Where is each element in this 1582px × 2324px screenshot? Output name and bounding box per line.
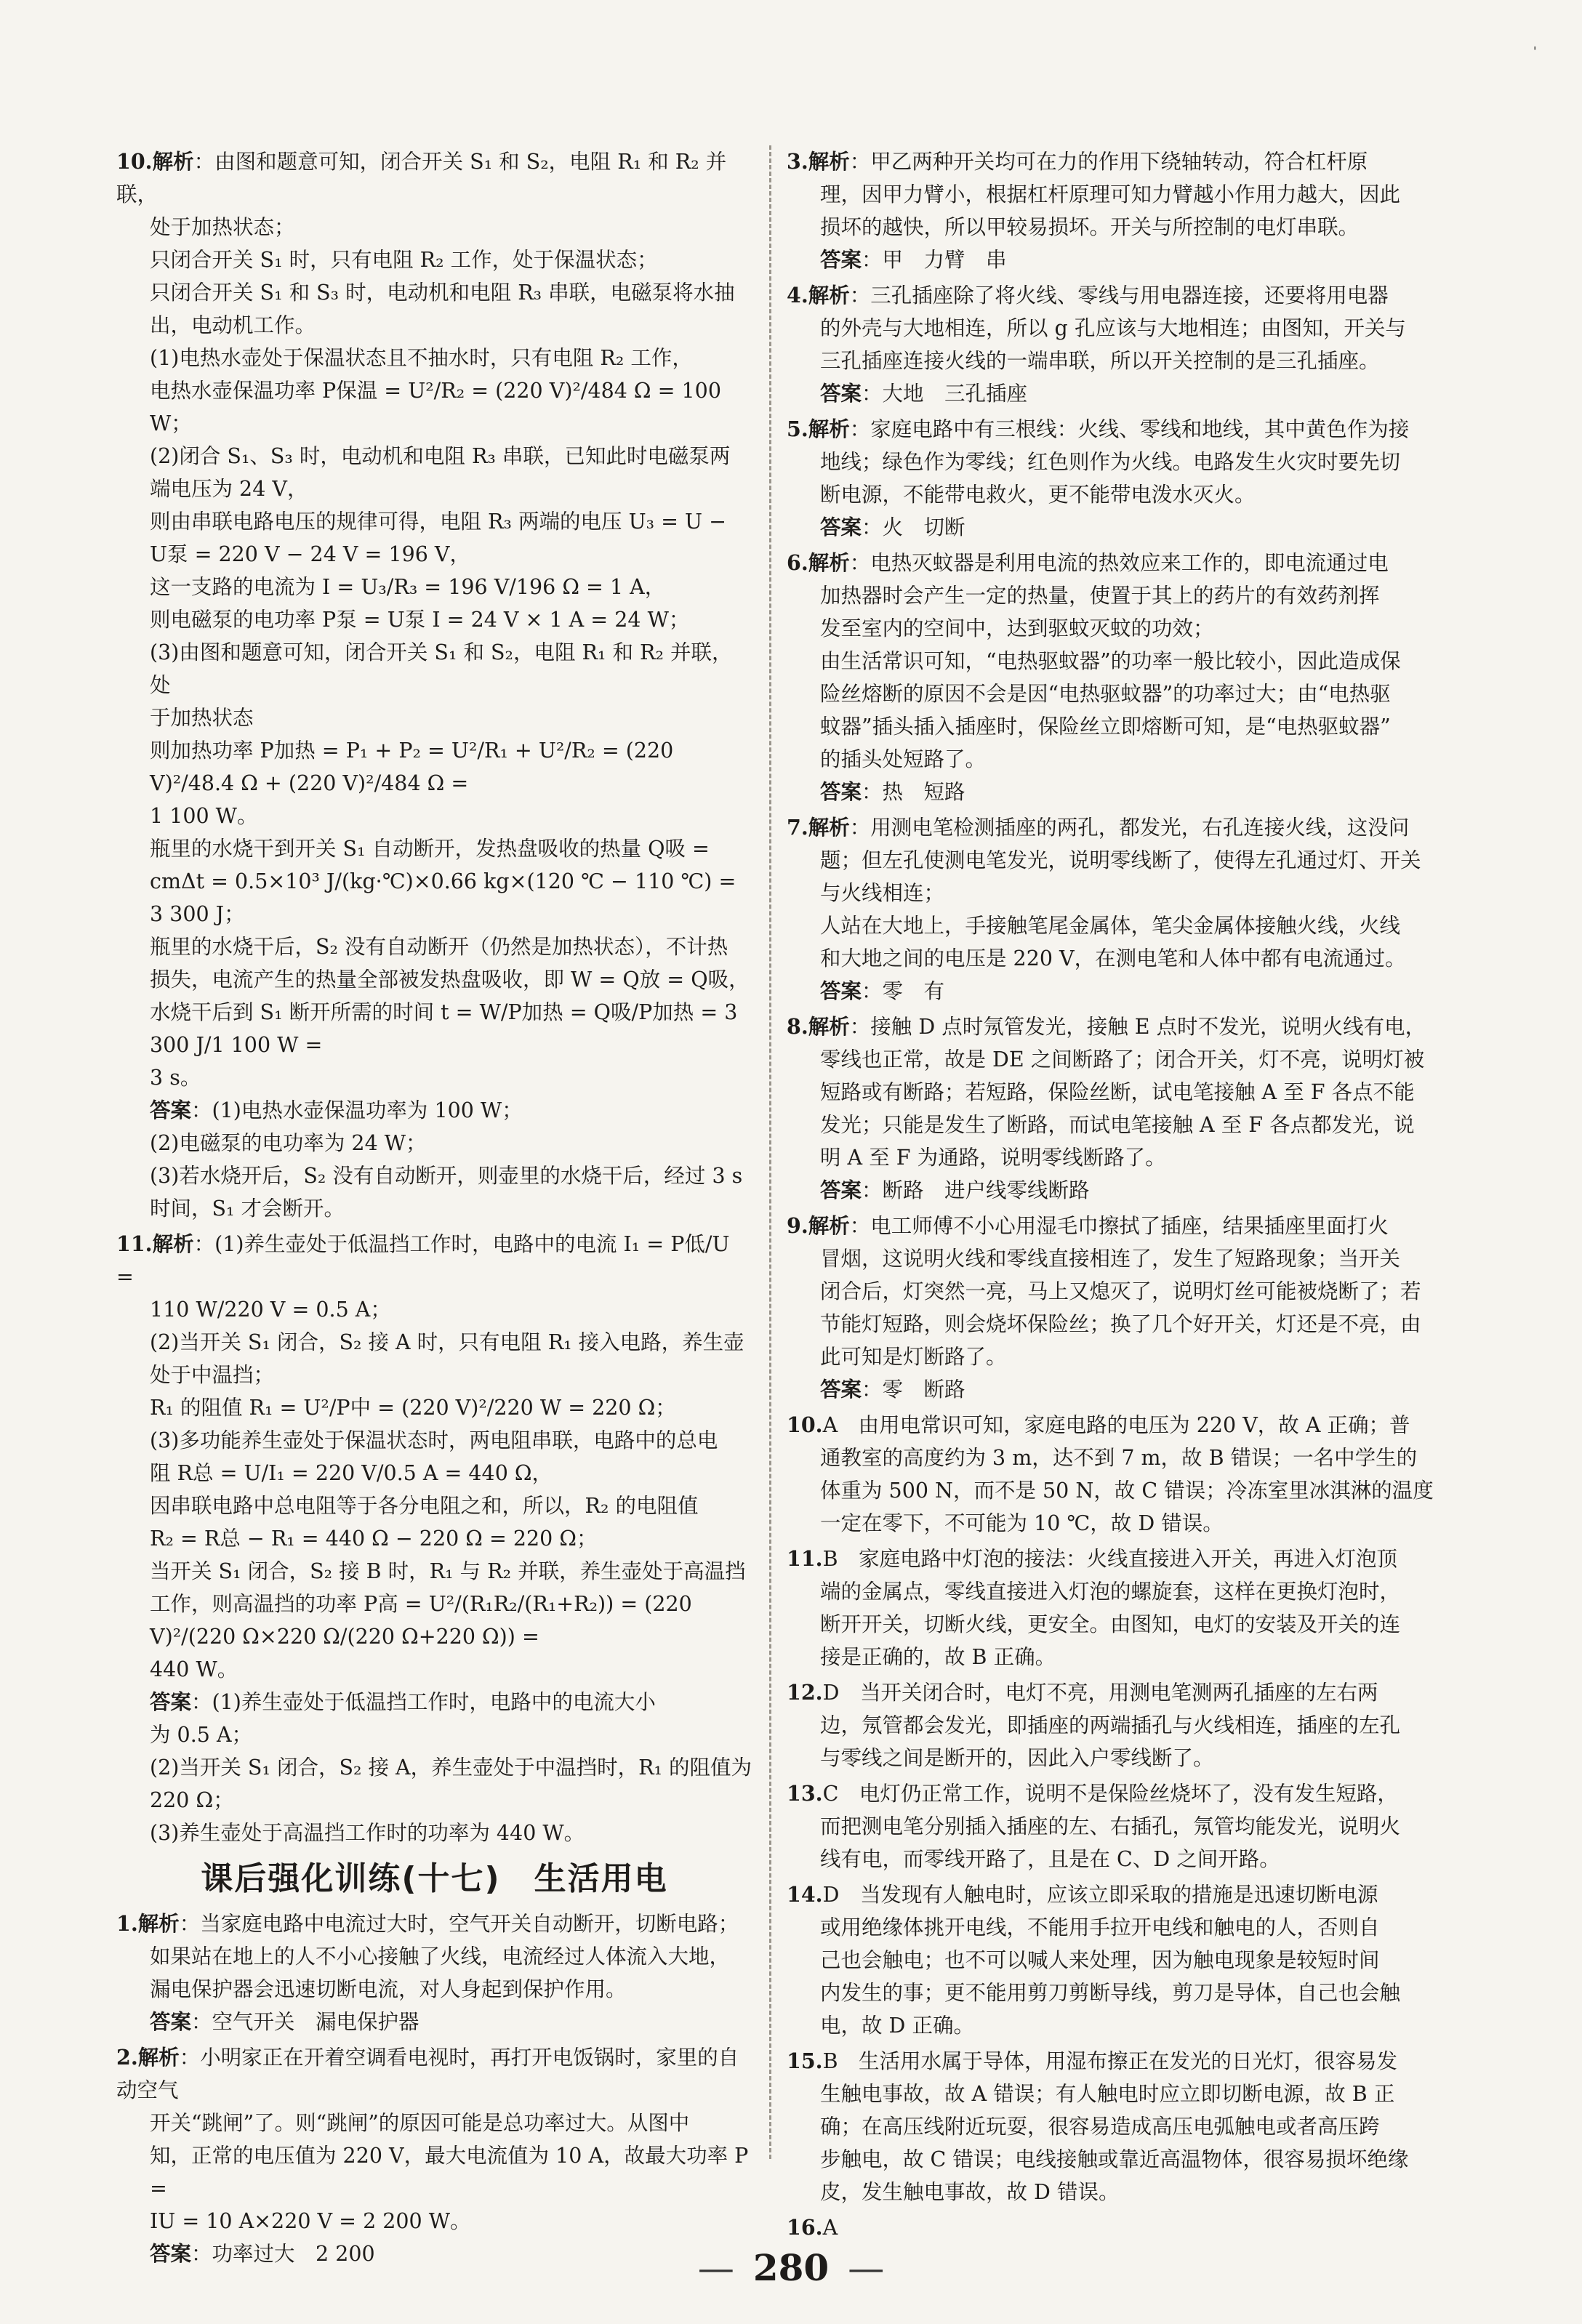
text-line: 蚊器”插头插入插座时，保险丝立即熔断可知，是“电热驱蚊器” xyxy=(820,715,1391,739)
text-line: 发至室内的空间中，达到驱蚊灭蚊的功效； xyxy=(820,616,1214,640)
text-line: 损坏的越快，所以甲较易损坏。开关与所控制的电灯串联。 xyxy=(820,215,1360,239)
item-number: 1. xyxy=(116,1911,138,1936)
answer-text: ：断路 进户线零线断路 xyxy=(862,1178,1090,1202)
text-line: 的插头处短路了。 xyxy=(820,747,987,771)
text-line: (3)多功能养生壶处于保温状态时，两电阻串联，电路中的总电 xyxy=(150,1428,718,1452)
answer-text: (3)养生壶处于高温挡工作时的功率为 440 W。 xyxy=(150,1821,585,1845)
answer-label: 答案 xyxy=(820,248,862,272)
text-line: 处于中温挡； xyxy=(150,1363,275,1387)
text-line: IU = 10 A×220 V = 2 200 W。 xyxy=(150,2209,471,2233)
text-line: (2)当开关 S₁ 闭合，S₂ 接 A 时，只有电阻 R₁ 接入电路，养生壶 xyxy=(150,1330,744,1354)
text-line: 则电磁泵的电功率 P泵 = U泵 I = 24 V × 1 A = 24 W； xyxy=(150,608,690,632)
text-line: 开关“跳闸”了。则“跳闸”的原因可能是总功率过大。从图中 xyxy=(150,2111,690,2135)
text-line: ：三孔插座除了将火线、零线与用电器连接，还要将用电器 xyxy=(849,284,1389,307)
text-line: 损失，电流产生的热量全部被发热盘吸收，即 W = Q放 = Q吸， xyxy=(150,968,750,992)
answer-text: (2)当开关 S₁ 闭合，S₂ 接 A，养生壶处于中温挡时，R₁ 的阻值为 xyxy=(150,1756,752,1780)
analysis-label: 解析 xyxy=(808,150,850,174)
right-column xyxy=(787,145,1474,2247)
text-line: 发光；只能是发生了断路，而试电笔接触 A 至 F 各点都发光，说 xyxy=(820,1113,1415,1137)
text-line: 出，电动机工作。 xyxy=(150,313,316,337)
text-line: 知，正常的电压值为 220 V，最大电流值为 10 A，故最大功率 P = xyxy=(150,2144,755,2200)
text-line: 的外壳与大地相连，所以 g 孔应该与大地相连；由图知，开关与 xyxy=(820,316,1406,340)
text-line: 而把测电笔分别插入插座的左、右插孔，氖管均能发光，说明火 xyxy=(820,1814,1401,1838)
text-line: A 由用电常识可知，家庭电路的电压为 220 V，故 A 正确；普 xyxy=(822,1413,1410,1437)
item-number: 15. xyxy=(787,2048,823,2073)
item-number: 11. xyxy=(787,1546,823,1571)
item-number: 10. xyxy=(787,1412,823,1437)
text-line: B 生活用水属于导体，用湿布擦正在发光的日光灯，很容易发 xyxy=(822,2049,1398,2073)
text-line: 断开开关，切断火线，更安全。由图知，电灯的安装及开关的连 xyxy=(820,1612,1401,1636)
text-line: 线有电，而零线开路了，且是在 C、D 之间开路。 xyxy=(820,1847,1280,1871)
answer-text: 220 Ω； xyxy=(150,1788,234,1812)
analysis-label: 解析 xyxy=(808,1214,850,1238)
text-line: 理，因甲力臂小，根据杠杆原理可知力臂越小作用力越大，因此 xyxy=(820,182,1401,206)
item-number: 6. xyxy=(787,550,808,575)
text-line: ：用测电笔检测插座的两孔，都发光，右孔连接火线，这没问 xyxy=(849,816,1410,840)
answer-text: ：大地 三孔插座 xyxy=(862,382,1028,406)
text-line: 只闭合开关 S₁ 和 S₃ 时，电动机和电阻 R₃ 串联，电磁泵将水抽 xyxy=(150,281,735,305)
item-number: 10. xyxy=(116,149,153,174)
text-line: B 家庭电路中灯泡的接法：火线直接进入开关，再进入灯泡顶 xyxy=(822,1547,1398,1571)
text-line: 3 s。 xyxy=(150,1066,201,1090)
text-line: 端电压为 24 V， xyxy=(150,477,308,501)
item-number: 7. xyxy=(787,815,808,840)
exercise-item-13 xyxy=(787,1777,1474,1875)
analysis-label: 解析 xyxy=(808,284,850,307)
text-line: 接是正确的，故 B 正确。 xyxy=(820,1645,1056,1669)
text-line: 1 100 W。 xyxy=(150,804,258,828)
formula-line: 水烧干后到 S₁ 断开所需的时间 t = W/P加热 = Q吸/P加热 = 3 300 J/1 100 W = xyxy=(150,1000,744,1057)
text-line: 由生活常识可知，“电热驱蚊器”的功率一般比较小，因此造成保 xyxy=(820,649,1401,673)
text-line: 如果站在地上的人不小心接触了火线，电流经过人体流入大地， xyxy=(150,1945,731,1969)
text-line: 冒烟，这说明火线和零线直接相连了，发生了短路现象；当开关 xyxy=(820,1247,1401,1271)
exercise-item-3 xyxy=(787,145,1474,276)
text-line: 地线；绿色作为零线；红色则作为火线。电路发生火灾时要先切 xyxy=(820,450,1401,474)
exercise-item-14 xyxy=(787,1878,1474,2042)
item-number: 5. xyxy=(787,417,808,441)
exercise-item-1 xyxy=(116,1907,752,2038)
answer-item-10 xyxy=(116,145,752,1225)
column-divider xyxy=(769,145,771,2159)
exercise-item-15 xyxy=(787,2045,1474,2208)
text-line: 题；但左孔使测电笔发光，说明零线断了，使得左孔通过灯、开关 xyxy=(820,848,1421,872)
text-line: cmΔt = 0.5×10³ J/(kg·℃)×0.66 kg×(120 ℃ − 110 ℃) = xyxy=(150,869,736,893)
text-line: 步触电，故 C 错误；电线接触或靠近高温物体，很容易损坏绝缘 xyxy=(820,2147,1409,2171)
text-line: ：家庭电路中有三根线：火线、零线和地线，其中黄色作为接 xyxy=(849,417,1410,441)
exercise-item-10 xyxy=(787,1409,1474,1540)
text-line: 和大地之间的电压是 220 V，在测电笔和人体中都有电流通过。 xyxy=(820,946,1406,970)
exercise-item-2 xyxy=(116,2041,755,2270)
item-number: 14. xyxy=(787,1882,823,1907)
analysis-label: 解析 xyxy=(808,551,850,575)
text-line: ：(1)养生壶处于低温挡工作时，电路中的电流 I₁ = P低/U = xyxy=(116,1232,736,1289)
text-line: 漏电保护器会迅速切断电流，对人身起到保护作用。 xyxy=(150,1977,627,2001)
exercise-item-9 xyxy=(787,1210,1474,1406)
answer-text: ：(1)养生壶处于低温挡工作时，电路中的电流大小 xyxy=(191,1690,656,1714)
item-number: 3. xyxy=(787,149,808,174)
text-line: 三孔插座连接火线的一端串联，所以开关控制的是三孔插座。 xyxy=(820,349,1380,373)
text-line: D 当发现有人触电时，应该立即采取的措施是迅速切断电源 xyxy=(822,1883,1378,1907)
text-line: 此可知是灯断路了。 xyxy=(820,1345,1007,1369)
answer-text: ：甲 力臂 串 xyxy=(862,248,1007,272)
analysis-label: 解析 xyxy=(152,1232,194,1256)
exercise-item-11 xyxy=(787,1543,1474,1673)
exercise-item-7 xyxy=(787,811,1474,1008)
analysis-label: 解析 xyxy=(808,816,850,840)
item-number: 11. xyxy=(116,1231,153,1256)
formula-line: 则加热功率 P加热 = P₁ + P₂ = U²/R₁ + U²/R₂ = (220 V)²/48.4 Ω + (220 V)²/484 Ω = xyxy=(150,739,680,795)
text-line: 则由串联电路电压的规律可得，电阻 R₃ 两端的电压 U₃ = U − xyxy=(150,510,726,534)
text-line: 皮，发生触电事故，故 D 错误。 xyxy=(820,2180,1120,2204)
item-number: 13. xyxy=(787,1781,823,1806)
exercise-item-4 xyxy=(787,279,1474,410)
text-line: 与零线之间是断开的，因此入户零线断了。 xyxy=(820,1746,1214,1770)
text-line: (1)电热水壶处于保温状态且不抽水时，只有电阻 R₂ 工作， xyxy=(150,346,693,370)
analysis-label: 解析 xyxy=(808,1015,850,1039)
text-line: 短路或有断路；若短路，保险丝断，试电笔接触 A 至 F 各点不能 xyxy=(820,1080,1415,1104)
answer-label: 答案 xyxy=(150,2010,192,2034)
formula-line: 电热水壶保温功率 P保温 = U²/R₂ = (220 V)²/484 Ω = 100 W； xyxy=(150,379,728,435)
text-line: 瓶里的水烧干到开关 S₁ 自动断开，发热盘吸收的热量 Q吸 = xyxy=(150,837,710,861)
formula-line: 阻 R总 = U/I₁ = 220 V/0.5 A = 440 Ω， xyxy=(150,1461,553,1485)
text-line: U泵 = 220 V − 24 V = 196 V， xyxy=(150,542,470,566)
answer-label: 答案 xyxy=(150,1690,192,1714)
text-line: 断电源，不能带电救火，更不能带电泼水灭火。 xyxy=(820,483,1256,507)
item-number: 4. xyxy=(787,283,808,307)
item-number: 12. xyxy=(787,1680,823,1705)
text-line: 险丝熔断的原因不会是因“电热驱蚊器”的功率过大；由“电热驱 xyxy=(820,682,1391,706)
text-line: 节能灯短路，则会烧坏保险丝；换了几个好开关，灯还是不亮，由 xyxy=(820,1312,1421,1336)
text-line: 通教室的高度约为 3 m，达不到 7 m，故 B 错误；一名中学生的 xyxy=(820,1446,1418,1470)
text-line: 或用绝缘体挑开电线，不能用手拉开电线和触电的人，否则自 xyxy=(820,1915,1380,1939)
text-line: 己也会触电；也不可以喊人来处理，因为触电现象是较短时间 xyxy=(820,1948,1380,1972)
item-number: 9. xyxy=(787,1213,808,1238)
text-line: 瓶里的水烧干后，S₂ 没有自动断开（仍然是加热状态），不计热 xyxy=(150,935,728,959)
text-line: C 电灯仍正常工作，说明不是保险丝烧坏了，没有发生短路， xyxy=(822,1782,1398,1806)
text-line: ：电工师傅不小心用湿毛巾擦拭了插座，结果插座里面打火 xyxy=(849,1214,1389,1238)
page-number: — 280 — xyxy=(697,2246,885,2289)
text-line: 因串联电路中总电阻等于各分电阻之和，所以，R₂ 的电阻值 xyxy=(150,1494,699,1518)
text-line: 电，故 D 正确。 xyxy=(820,2014,974,2038)
text-line: (2)闭合 S₁、S₃ 时，电动机和电阻 R₃ 串联，已知此时电磁泵两 xyxy=(150,444,731,468)
answer-label: 答案 xyxy=(150,2242,192,2266)
text-line: 人站在大地上，手接触笔尾金属体，笔尖金属体接触火线，火线 xyxy=(820,914,1401,938)
text-line: ：由图和题意可知，闭合开关 S₁ 和 S₂，电阻 R₁ 和 R₂ 并联， xyxy=(116,150,727,206)
text-line: A xyxy=(822,2216,838,2240)
text-line: 零线也正常，故是 DE 之间断路了；闭合开关，灯不亮，说明灯被 xyxy=(820,1048,1425,1071)
answer-label: 答案 xyxy=(150,1098,192,1122)
text-line: ：电热灭蚊器是利用电流的热效应来工作的，即电流通过电 xyxy=(849,551,1389,575)
text-line: (3)由图和题意可知，闭合开关 S₁ 和 S₂，电阻 R₁ 和 R₂ 并联，处 xyxy=(150,640,733,697)
text-line: 闭合后，灯突然一亮，马上又熄灭了，说明灯丝可能被烧断了；若 xyxy=(820,1279,1421,1303)
text-line: 当开关 S₁ 闭合，S₂ 接 B 时，R₁ 与 R₂ 并联，养生壶处于高温挡 xyxy=(150,1559,746,1583)
text-line: 边，氖管都会发光，即插座的两端插孔与火线相连，插座的左孔 xyxy=(820,1713,1401,1737)
corner-mark: ˈ xyxy=(1533,44,1537,61)
answer-text: 时间，S₁ 才会断开。 xyxy=(150,1197,345,1221)
text-line: 440 W。 xyxy=(150,1657,238,1681)
answer-label: 答案 xyxy=(820,515,862,539)
analysis-label: 解析 xyxy=(137,1912,180,1936)
text-line: 3 300 J； xyxy=(150,902,245,926)
text-line: 端的金属点，零线直接进入灯泡的螺旋套，这样在更换灯泡时， xyxy=(820,1580,1401,1604)
item-number: 8. xyxy=(787,1014,808,1039)
text-line: ：接触 D 点时氖管发光，接触 E 点时不发光，说明火线有电， xyxy=(849,1015,1426,1039)
answer-text: ：零 断路 xyxy=(862,1378,965,1402)
answer-text: ：热 短路 xyxy=(862,780,965,804)
text-line: 一定在零下，不可能为 10 ℃，故 D 错误。 xyxy=(820,1511,1224,1535)
answer-text: ：功率过大 2 200 xyxy=(191,2242,375,2266)
text-line: 与火线相连； xyxy=(820,881,945,905)
analysis-label: 解析 xyxy=(808,417,850,441)
text-line: 体重为 500 N，而不是 50 N，故 C 错误；冷冻室里冰淇淋的温度 xyxy=(820,1479,1434,1503)
item-number: 16. xyxy=(787,2215,823,2240)
text-line: 加热器时会产生一定的热量，使置于其上的药片的有效药剂挥 xyxy=(820,584,1380,608)
exercise-item-12 xyxy=(787,1676,1474,1774)
text-line: 于加热状态 xyxy=(150,706,254,730)
analysis-label: 解析 xyxy=(137,2046,180,2070)
section-title: 课后强化训练(十七) 生活用电 xyxy=(201,1860,668,1897)
answer-text: 为 0.5 A； xyxy=(150,1723,253,1747)
text-line: 生触电事故，故 A 错误；有人触电时应立即切断电源，故 B 正 xyxy=(820,2082,1395,2106)
formula-line: 110 W/220 V = 0.5 A； xyxy=(150,1298,391,1322)
text-line: 只闭合开关 S₁ 时，只有电阻 R₂ 工作，处于保温状态； xyxy=(150,248,658,272)
answer-text: ：空气开关 漏电保护器 xyxy=(191,2010,419,2034)
formula-line: R₁ 的阻值 R₁ = U²/P中 = (220 V)²/220 W = 220 Ω； xyxy=(150,1396,676,1420)
answer-text: ：(1)电热水壶保温功率为 100 W； xyxy=(191,1098,523,1122)
text-line: ：甲乙两种开关均可在力的作用下绕轴转动，符合杠杆原 xyxy=(849,150,1368,174)
text-line: 确；在高压线附近玩耍，很容易造成高压电弧触电或者高压跨 xyxy=(820,2115,1380,2139)
answer-label: 答案 xyxy=(820,1378,862,1402)
formula-line: 这一支路的电流为 I = U₃/R₃ = 196 V/196 Ω = 1 A， xyxy=(150,575,666,599)
exercise-item-6 xyxy=(787,547,1474,808)
answer-text: ：火 切断 xyxy=(862,515,965,539)
text-line: 内发生的事；更不能用剪刀剪断导线，剪刀是导体，自己也会触 xyxy=(820,1981,1401,2005)
exercise-item-8 xyxy=(787,1010,1474,1207)
answer-text: (3)若水烧开后，S₂ 没有自动断开，则壶里的水烧干后，经过 3 s xyxy=(150,1164,743,1188)
answer-text: (2)电磁泵的电功率为 24 W； xyxy=(150,1131,427,1155)
answer-text: ：零 有 xyxy=(862,979,945,1003)
answer-label: 答案 xyxy=(820,382,862,406)
answer-label: 答案 xyxy=(820,1178,862,1202)
text-line: ：小明家正在开着空调看电视时，再打开电饭锅时，家里的自动空气 xyxy=(116,2046,739,2102)
analysis-label: 解析 xyxy=(152,150,194,174)
formula-line: 工作，则高温挡的功率 P高 = U²/(R₁R₂/(R₁+R₂)) = (220 V)²/(220 Ω×220 Ω/(220 Ω+220 Ω)) = xyxy=(150,1592,699,1649)
text-line: D 当开关闭合时，电灯不亮，用测电笔测两孔插座的左右两 xyxy=(822,1681,1378,1705)
exercise-item-16 xyxy=(787,2211,1474,2244)
exercise-item-5 xyxy=(787,413,1474,544)
answer-label: 答案 xyxy=(820,979,862,1003)
answer-label: 答案 xyxy=(820,780,862,804)
text-line: ：当家庭电路中电流过大时，空气开关自动断开，切断电路； xyxy=(179,1912,739,1936)
text-line: 明 A 至 F 为通路，说明零线断路了。 xyxy=(820,1146,1166,1170)
answer-item-11 xyxy=(116,1228,752,1849)
text-line: 处于加热状态； xyxy=(150,215,295,239)
text-line: R₂ = R总 − R₁ = 440 Ω − 220 Ω = 220 Ω； xyxy=(150,1527,598,1551)
left-column xyxy=(116,145,755,2273)
item-number: 2. xyxy=(116,2045,138,2070)
